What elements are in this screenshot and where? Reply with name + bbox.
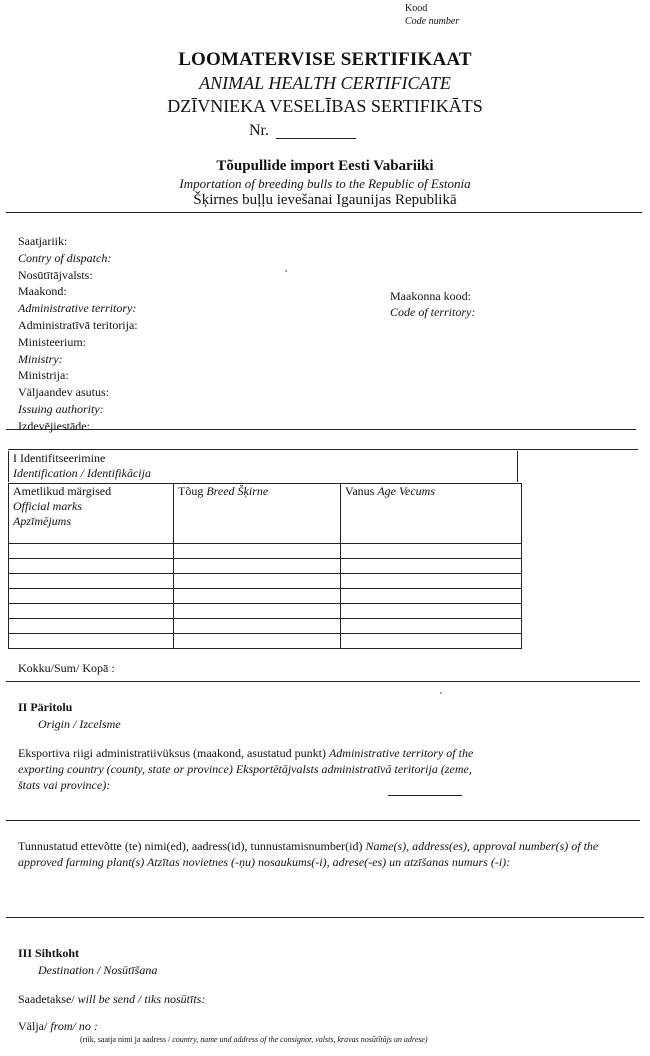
origin-territory-en-lv: Administrative territory of the exporting country (county, state or province) Eksportētājvalsts administratīvā teritorija (zeme, štats vai province): xyxy=(18,746,474,792)
field-label: Administrative territory: xyxy=(18,301,137,316)
approved-plants-et: Tunnustatud ettevõtte (te) nimi(ed), aadress(id), tunnustamisnumber(id) xyxy=(18,839,363,853)
certificate-number-label: Nr. xyxy=(249,122,269,139)
origin-territory-text xyxy=(18,745,488,793)
table-cell[interactable] xyxy=(341,619,522,634)
col-age xyxy=(341,484,522,544)
table-cell[interactable] xyxy=(9,544,174,559)
total-label: Kokku/Sum/ Kopā : xyxy=(18,661,115,675)
subtitle-en: Importation of breeding bulls to the Republic of Estonia xyxy=(179,176,471,191)
table-cell[interactable] xyxy=(341,574,522,589)
table-row xyxy=(9,574,522,589)
section1-header xyxy=(8,451,518,482)
col-label: Apzīmējums xyxy=(13,514,71,528)
table-cell[interactable] xyxy=(174,589,341,604)
from-field xyxy=(18,1019,98,1034)
territory-code-label-en: Code of territory: xyxy=(390,305,476,319)
col-label: Vanus xyxy=(345,484,375,498)
subtitle-et: Tõupullide import Eesti Vabariiki xyxy=(216,158,434,174)
code-number xyxy=(405,2,459,28)
field-label: Maakond: xyxy=(18,284,67,299)
table-header-row xyxy=(9,484,522,544)
code-label-en: Code number xyxy=(405,16,460,27)
divider xyxy=(6,212,642,213)
certificate-number-field[interactable] xyxy=(276,138,356,139)
table-row xyxy=(9,589,522,604)
consignor-note-en-lv: country, name und address of the consignor, valsts, kravas nosūtītājs un adrese) xyxy=(172,1035,428,1044)
table-cell[interactable] xyxy=(174,559,341,574)
title-et: LOOMATERVISE SERTIFIKAAT xyxy=(178,49,472,70)
section1-subtitle: Identification / Identifikācija xyxy=(13,466,151,480)
table-cell[interactable] xyxy=(9,589,174,604)
table-row xyxy=(9,559,522,574)
divider xyxy=(6,429,636,430)
section1-title: I Identifitseerimine xyxy=(13,451,106,465)
code-label: Kood xyxy=(405,3,428,14)
short-line xyxy=(388,795,462,796)
col-label: Breed Šķirne xyxy=(206,484,269,498)
field-label: Nosūtītājvalsts: xyxy=(18,267,93,282)
table-row xyxy=(9,604,522,619)
subtitle-lv: Šķirnes buļļu ievešanai Igaunijas Republikā xyxy=(193,192,457,208)
table-cell[interactable] xyxy=(174,604,341,619)
table-cell[interactable] xyxy=(9,619,174,634)
table-row xyxy=(9,619,522,634)
field-label: Ministry: xyxy=(18,351,63,366)
will-be-send-et: Saadetakse/ xyxy=(18,992,75,1006)
col-official-marks xyxy=(9,484,174,544)
col-breed xyxy=(174,484,341,544)
will-be-send xyxy=(18,992,205,1007)
table-cell[interactable] xyxy=(341,559,522,574)
divider xyxy=(6,820,640,821)
will-be-send-en-lv: will be send / tiks nosūtīts: xyxy=(77,992,206,1006)
section2-title: II Päritolu xyxy=(18,700,73,714)
table-cell[interactable] xyxy=(174,574,341,589)
field-label: Ministeerium: xyxy=(18,334,86,349)
divider xyxy=(6,917,644,918)
field-label: Väljaandev asutus: xyxy=(18,385,109,400)
from-et: Välja/ xyxy=(18,1019,48,1033)
table-cell[interactable] xyxy=(174,544,341,559)
table-cell[interactable] xyxy=(9,574,174,589)
table-cell[interactable] xyxy=(341,604,522,619)
approved-plants-en-lv: Name(s), address(es), approval number(s) of the approved farming plant(s) Atzītas novietnes (-ņu) nosaukums(-i), adrese(-es) un atzīšanas numurs (-i): xyxy=(18,839,599,869)
section2-subtitle: Origin / Izcelsme xyxy=(38,717,121,731)
origin-territory-et: Eksportiva riigi administratiivüksus (maakond, asustatud punkt) xyxy=(18,746,326,760)
col-label: Tõug xyxy=(178,484,204,498)
table-cell[interactable] xyxy=(341,634,522,649)
table-cell[interactable] xyxy=(174,619,341,634)
section3-subtitle: Destination / Nosūtīšana xyxy=(38,963,158,977)
field-label: Administratīvā teritorija: xyxy=(18,317,138,332)
col-label: Official marks xyxy=(13,499,82,513)
title-en: ANIMAL HEALTH CERTIFICATE xyxy=(199,73,451,93)
from-en-lv: from/ no : xyxy=(50,1019,98,1033)
consignor-note-et: (riik, saatja nimi ja aadress / xyxy=(80,1035,171,1044)
table-row xyxy=(9,634,522,649)
field-label: Issuing authority: xyxy=(18,401,104,416)
approved-plants-text xyxy=(18,838,618,870)
table-cell[interactable] xyxy=(341,544,522,559)
field-label: Izdevējiestāde: xyxy=(18,418,90,433)
table-cell[interactable] xyxy=(9,559,174,574)
divider xyxy=(6,681,640,682)
table-cell[interactable] xyxy=(9,634,174,649)
scan-speck xyxy=(440,692,442,694)
section3-title: III Sihtkoht xyxy=(18,946,80,960)
table-cell[interactable] xyxy=(174,634,341,649)
title-lv: DZĪVNIEKA VESELĪBAS SERTIFIKĀTS xyxy=(167,96,483,116)
consignor-note xyxy=(80,1035,428,1044)
territory-code xyxy=(390,288,475,320)
identification-table xyxy=(8,483,522,649)
table-cell[interactable] xyxy=(9,604,174,619)
field-label: Ministrija: xyxy=(18,368,69,383)
territory-code-label: Maakonna kood: xyxy=(390,289,471,303)
col-label: Ametlikud märgised xyxy=(13,484,112,498)
field-label: Contry of dispatch: xyxy=(18,250,112,265)
field-label: Saatjariik: xyxy=(18,234,68,248)
scan-speck xyxy=(285,270,287,272)
col-label: Age Vecums xyxy=(377,484,435,498)
divider xyxy=(8,449,638,450)
table-cell[interactable] xyxy=(341,589,522,604)
table-row xyxy=(9,544,522,559)
dispatch-fields xyxy=(18,233,138,435)
